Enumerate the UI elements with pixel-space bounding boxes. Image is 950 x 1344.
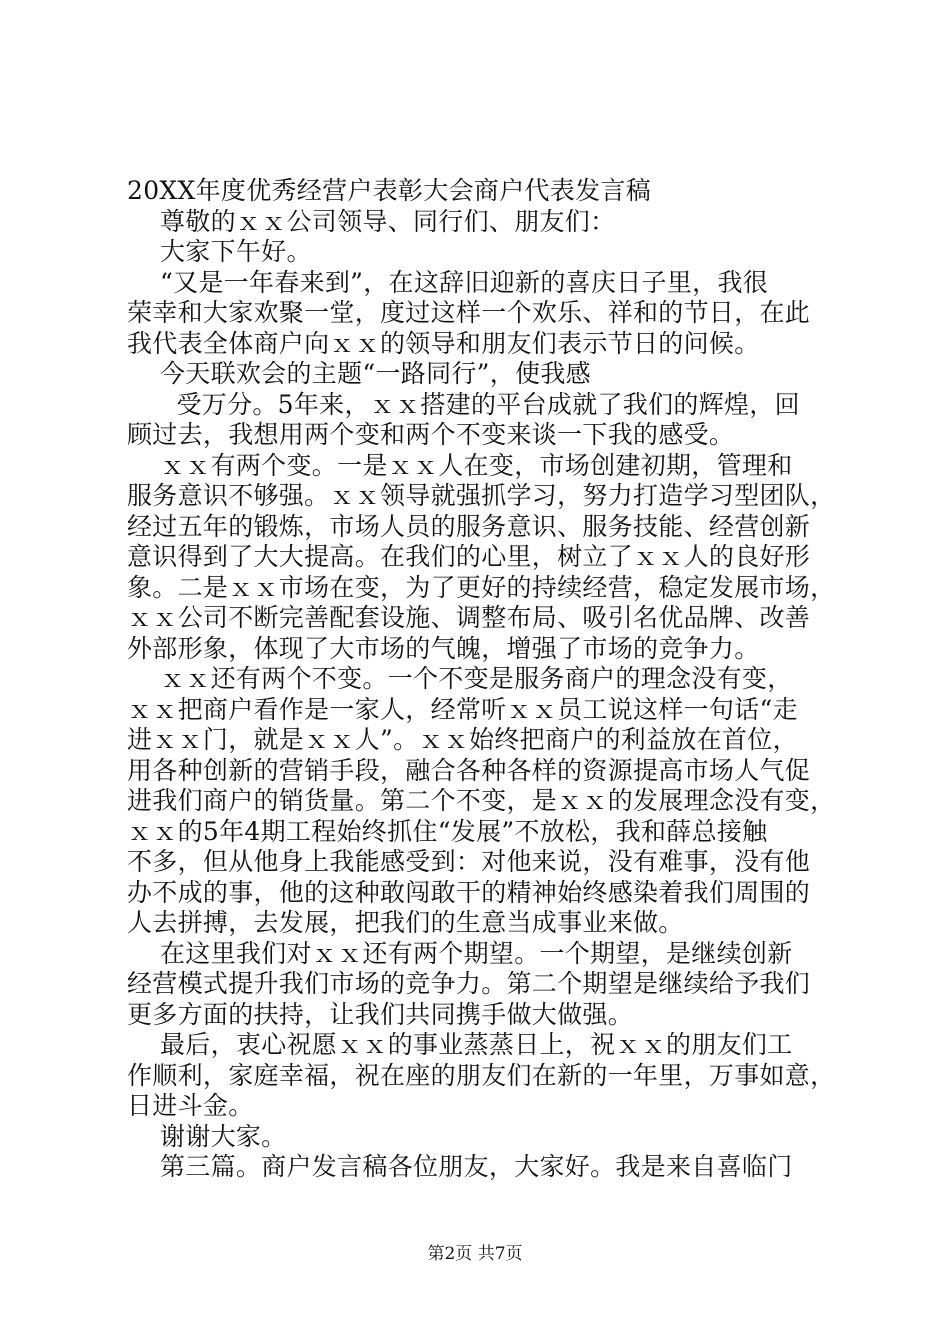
document-body	[127, 176, 837, 1183]
text-line: ｘｘ把商户看作是一家人，经常听ｘｘ员工说这样一句话“走	[127, 694, 798, 724]
text-line: 荣幸和大家欢聚一堂，度过这样一个欢乐、祥和的节日，在此	[127, 298, 811, 327]
text-line: 进我们商户的销货量。第二个不变，是ｘｘ的发展理念没有变，	[127, 786, 836, 815]
text-line: 最后，衷心祝愿ｘｘ的事业蒸蒸日上，祝ｘｘ的朋友们工	[127, 1030, 793, 1059]
text-line: 我代表全体商户向ｘｘ的领导和朋友们表示节日的问候。	[127, 328, 760, 358]
text-line: 第三篇。商户发言稿各位朋友，大家好。我是来自喜临门	[127, 1152, 793, 1181]
text-line: 不多，但从他身上我能感受到：对他来说，没有难事，没有他	[127, 847, 811, 876]
text-line: ｘｘ还有两个不变。一个不变是服务商户的理念没有变，	[127, 664, 793, 693]
text-line: 受万分。5年来，ｘｘ搭建的平台成就了我们的辉煌，回	[127, 389, 800, 419]
text-line: 进ｘｘ门，就是ｘｘ人”。ｘｘ始终把商户的利益放在首位，	[127, 725, 798, 754]
text-line: 在这里我们对ｘｘ还有两个期望。一个期望，是继续创新	[127, 938, 793, 968]
text-line: 经过五年的锻炼，市场人员的服务意识、服务技能、经营创新	[127, 511, 811, 541]
text-line: ｘｘ的5年4期工程始终抓住“发展”不放松，我和薛总接触	[127, 816, 768, 846]
document-title: 20XX年度优秀经营户表彰大会商户代表发言稿	[127, 176, 652, 205]
text-line: ｘｘ公司不断完善配套设施、调整布局、吸引名优品牌、改善	[127, 603, 811, 632]
text-line: 用各种创新的营销手段，融合各种各样的资源提高市场人气促	[127, 755, 811, 785]
page-number-footer: 第2页 共7页	[427, 1244, 523, 1264]
text-line: 大家下午好。	[127, 237, 312, 266]
text-line: 今天联欢会的主题“一路同行”，使我感	[127, 359, 591, 388]
text-line: 作顺利，家庭幸福，祝在座的朋友们在新的一年里，万事如意，	[127, 1060, 836, 1090]
text-line: “又是一年春来到”，在这辞旧迎新的喜庆日子里，我很	[127, 267, 769, 297]
text-line: 外部形象，体现了大市场的气魄，增强了市场的竞争力。	[127, 633, 760, 663]
text-line: 顾过去，我想用两个变和两个不变来谈一下我的感受。	[127, 420, 735, 449]
text-line: 谢谢大家。	[127, 1121, 287, 1151]
text-line: 象。二是ｘｘ市场在变，为了更好的持续经营，稳定发展市场，	[127, 572, 836, 602]
text-line: 人去拼搏，去发展，把我们的生意当成事业来做。	[127, 908, 684, 937]
text-line: 服务意识不够强。ｘｘ领导就强抓学习，努力打造学习型团队，	[127, 481, 836, 510]
text-line: 更多方面的扶持，让我们共同携手做大做强。	[127, 999, 634, 1029]
text-line: 办不成的事，他的这种敢闯敢干的精神始终感染着我们周围的	[127, 877, 811, 907]
text-line: 日进斗金。	[127, 1091, 254, 1120]
text-line: 经营模式提升我们市场的竞争力。第二个期望是继续给予我们	[127, 969, 811, 998]
text-line: 尊敬的ｘｘ公司领导、同行们、朋友们：	[127, 206, 616, 236]
text-line: 意识得到了大大提高。在我们的心里，树立了ｘｘ人的良好形	[127, 542, 811, 571]
text-line: ｘｘ有两个变。一是ｘｘ人在变，市场创建初期，管理和	[127, 450, 793, 480]
